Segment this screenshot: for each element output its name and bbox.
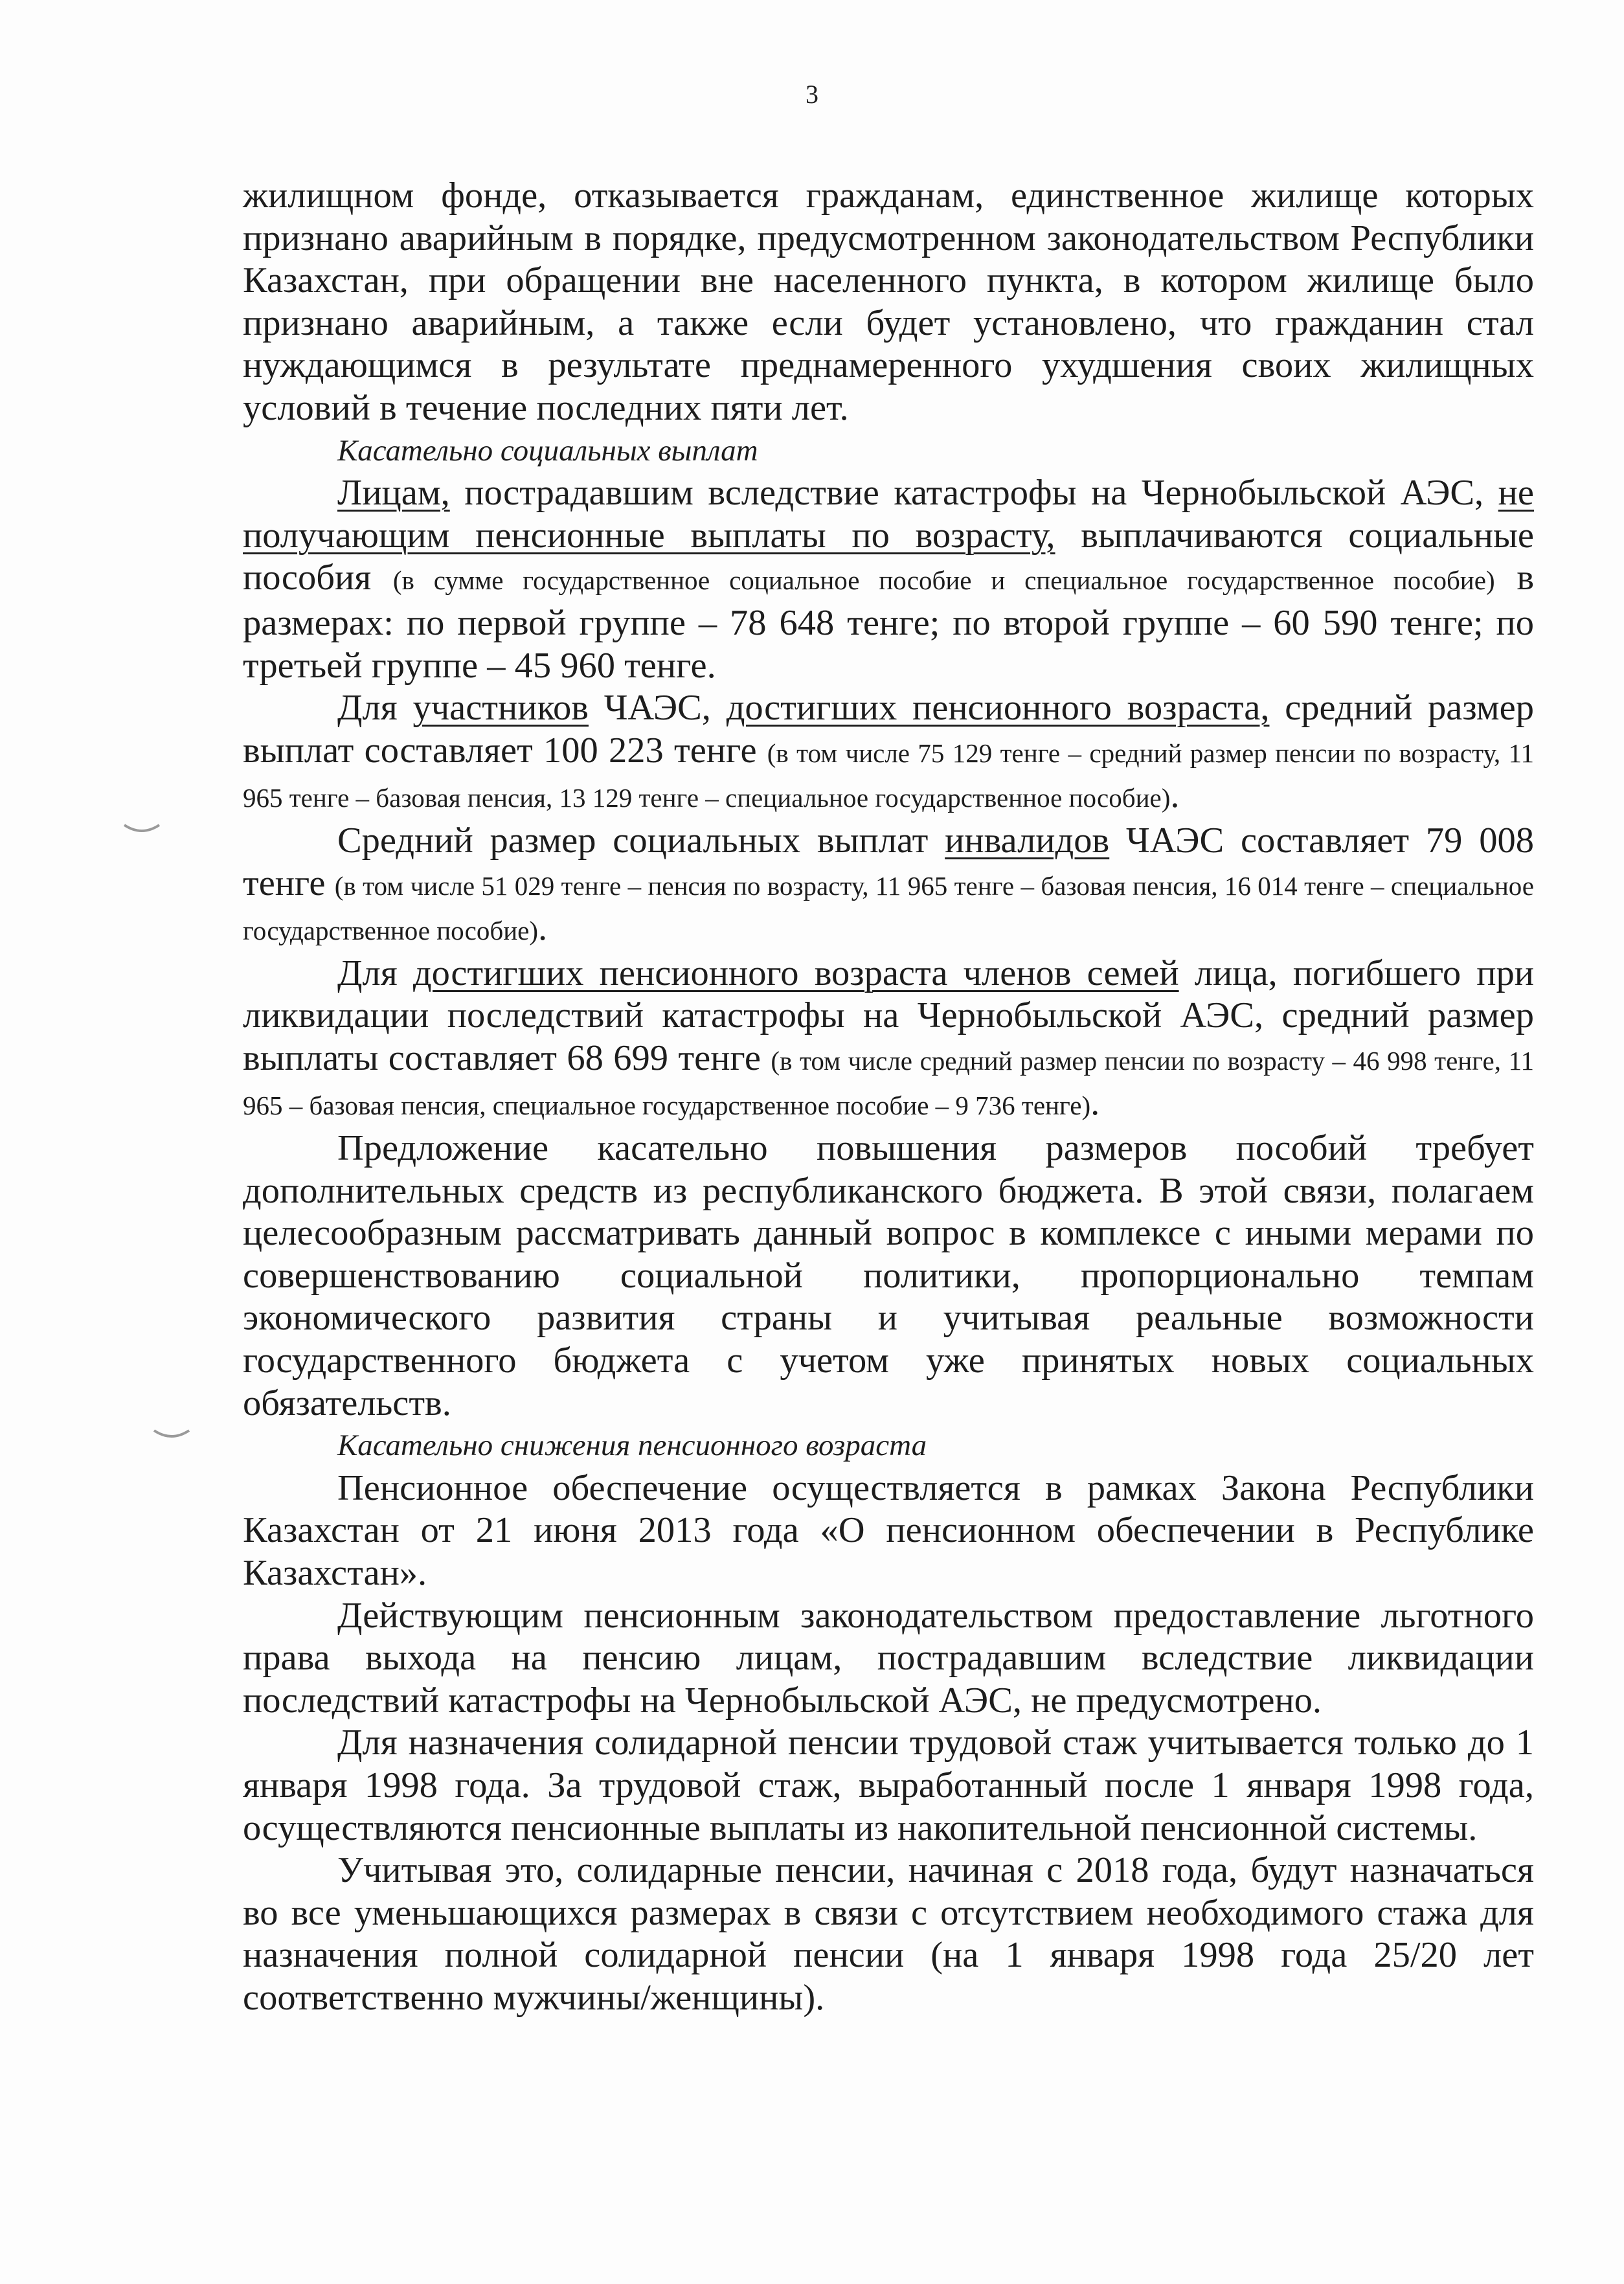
paragraph: Для назначения солидарной пенсии трудовой стаж учитывается только до 1 января 1998 года. За трудовой стаж, выработанный после 1 января 1998 года, осуществляются пенсионные выплаты из накопительной пенсионной системы.: [243, 1723, 1534, 1848]
paragraph-text: .: [1170, 775, 1180, 816]
paragraph-text: выплачиваются социальные пособия: [243, 515, 1535, 598]
parenthetical-note: (в том числе средний размер пенсии по возрасту – 46 998 тенге, 11 965 – базовая пенсия, специальное государственное пособие – 9 736 тенге): [243, 1045, 1534, 1121]
paragraph-text: пострадавшим вследствие катастрофы на Чернобыльской АЭС,: [449, 473, 1498, 514]
paragraph-text: средний размер выплат составляет 100 223 тенге: [243, 688, 1534, 771]
paragraph: Учитывая это, солидарные пенсии, начиная с 2018 года, будут назначаться во все уменьшающихся размерах в связи с отсутствием необходимого стажа для назначения полной солидарной пенсии (на 1 января 1998 года 25/20 лет соответственно мужчины/женщины).: [243, 1850, 1534, 2018]
underlined-text: достигших пенсионного возраста,: [726, 688, 1270, 729]
paragraph: [243, 953, 1534, 1127]
paragraph: [243, 472, 1534, 687]
parenthetical-note: (в сумме государственное социальное пособие и специальное государственное пособие): [392, 565, 1495, 596]
underlined-text: инвалидов: [945, 820, 1110, 861]
section-heading: Касательно снижения пенсионного возраста: [337, 1429, 927, 1463]
paragraph: Предложение касательно повышения размеров пособий требует дополнительных средств из республиканского бюджета. В этой связи, полагаем целесообразным рассматривать данный вопрос в комплексе с иными мерами по совершенствованию социальной политики, пропорционально темпам экономического развития страны и учитывая реальные возможности государственного бюджета с учетом уже принятых новых социальных обязательств.: [243, 1128, 1534, 1423]
paragraph: [243, 820, 1534, 953]
paragraph-text: лица, погибшего при ликвидации последствий катастрофы на Чернобыльской АЭС, средний размер выплаты составляет 68 699 тенге: [243, 953, 1534, 1078]
page-number: 3: [806, 80, 818, 109]
parenthetical-note: (в том числе 51 029 тенге – пенсия по возрасту, 11 965 тенге – базовая пенсия, 16 014 тенге – специальное государственное пособие): [243, 870, 1535, 946]
paragraph-text: Для: [337, 953, 413, 993]
underlined-text: достигших пенсионного возраста членов семей: [412, 953, 1179, 993]
paragraph: жилищном фонде, отказывается гражданам, единственное жилище которых признано аварийным в порядке, предусмотренном законодательством Республики Казахстан, при обращении вне населенного пункта, в котором жилище было признано аварийным, а также если будет установлено, что гражданин стал нуждающимся в результате преднамеренного ухудшения своих жилищных условий в течение последних пяти лет.: [243, 175, 1534, 428]
paragraph-text: ЧАЭС,: [588, 688, 727, 729]
paragraph: [243, 687, 1534, 820]
paragraph-text: Средний размер социальных выплат: [337, 820, 945, 861]
paragraph-text: ЧАЭС составляет 79 008 тенге: [243, 820, 1534, 903]
paragraph-text: .: [1090, 1083, 1100, 1124]
document-body: [243, 175, 1534, 2020]
paragraph: Действующим пенсионным законодательством предоставление льготного права выхода на пенсию лицам, пострадавшим вследствие ликвидации последствий катастрофы на Чернобыльской АЭС, не предусмотрено.: [243, 1595, 1534, 1721]
underlined-text: не получающим пенсионные выплаты по возрасту,: [243, 473, 1534, 556]
section-heading: Касательно социальных выплат: [337, 433, 758, 468]
paragraph: Пенсионное обеспечение осуществляется в рамках Закона Республики Казахстан от 21 июня 2013 года «О пенсионном обеспечении в Республике Казахстан».: [243, 1467, 1534, 1593]
binder-hole-mark: [123, 822, 161, 837]
paragraph-text: .: [538, 908, 548, 949]
paragraph-text: в размерах: по первой группе – 78 648 тенге; по второй группе – 60 590 тенге; по третьей группе – 45 960 тенге.: [243, 558, 1534, 686]
parenthetical-note: (в том числе 75 129 тенге – средний размер пенсии по возрасту, 11 965 тенге – базовая пенсия, 13 129 тенге – специальное государственное пособие): [243, 738, 1534, 813]
underlined-text: Лицам,: [337, 473, 450, 514]
binder-hole-mark: [153, 1428, 190, 1442]
underlined-text: участников: [412, 688, 589, 729]
paragraph-text: Для: [337, 688, 413, 729]
